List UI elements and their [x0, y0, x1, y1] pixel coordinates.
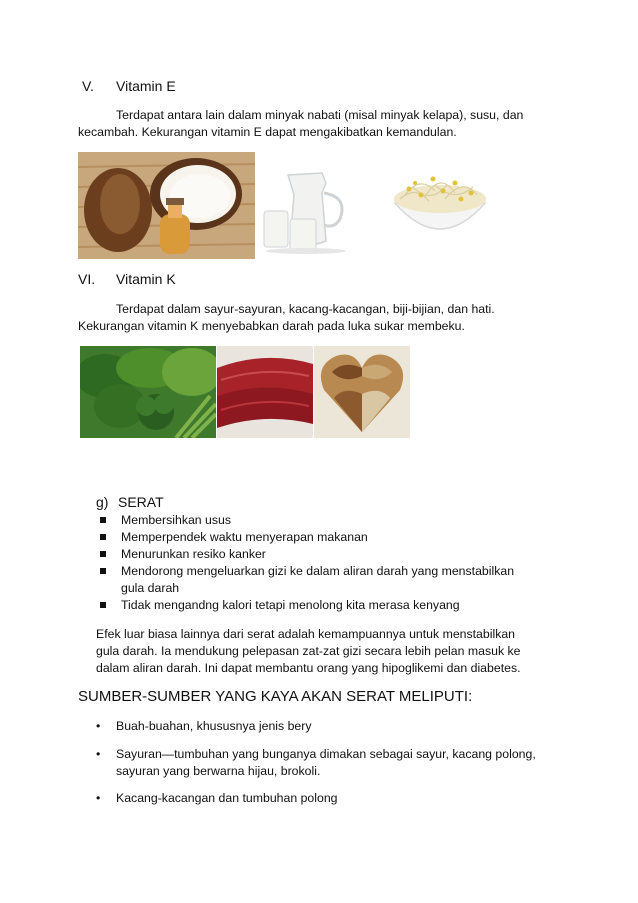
vitamin-k-text-line-1: Terdapat dalam sayur-sayuran, kacang-kacangan, biji-bijian, dan hati.	[116, 302, 495, 316]
serat-list-item: Menurunkan resiko kanker	[100, 546, 570, 563]
serat-list-item: Mendorong mengeluarkan gizi ke dalam aliran darah yang menstabilkan gula darah	[100, 563, 570, 597]
serat-list	[100, 512, 570, 614]
serat-heading: SERAT	[118, 494, 164, 510]
serat-list-item: Membersihkan usus	[100, 512, 570, 529]
serat-list-item: Memperpendek waktu menyerapan makanan	[100, 529, 570, 546]
square-bullet-icon	[100, 602, 106, 608]
serat-paragraph-line-3: dalam aliran darah. Ini dapat membantu orang yang hipoglikemi dan diabetes.	[96, 661, 521, 675]
square-bullet-icon	[100, 568, 106, 574]
liver-meat-photo	[217, 346, 313, 438]
section-numeral-vi: VI.	[78, 271, 96, 287]
green-vegetables-photo	[80, 346, 216, 438]
serat-list-item: Tidak mengandng kalori tetapi menolong kita merasa kenyang	[100, 597, 570, 614]
vitamin-k-text-line-2: Kekurangan vitamin K menyebabkan darah pada luka sukar membeku.	[78, 319, 465, 333]
square-bullet-icon	[100, 551, 106, 557]
square-bullet-icon	[100, 534, 106, 540]
bullet-dot-icon: •	[96, 791, 101, 805]
coconut-oil-photo	[78, 152, 255, 259]
bullet-dot-icon: •	[96, 747, 101, 761]
serat-marker: g)	[96, 494, 109, 510]
bean-sprouts-photo	[385, 165, 495, 247]
section-numeral-v: V.	[82, 78, 94, 94]
section-title-vitamin-e: Vitamin E	[116, 78, 176, 94]
nuts-grains-photo	[314, 346, 410, 438]
square-bullet-icon	[100, 517, 106, 523]
serat-paragraph-line-1: Efek luar biasa lainnya dari serat adalah kemampuannya untuk menstabilkan	[96, 627, 516, 641]
vitamin-e-text-line-2: kecambah. Kekurangan vitamin E dapat mengakibatkan kemandulan.	[78, 125, 457, 139]
sumber-heading: SUMBER-SUMBER YANG KAYA AKAN SERAT MELIPUTI:	[78, 688, 473, 705]
milk-photo	[260, 163, 352, 255]
serat-paragraph-line-2: gula darah. Ia mendukung pelepasan zat-zat gizi secara lebih pelan masuk ke	[96, 644, 521, 658]
vitamin-e-text-line-1: Terdapat antara lain dalam minyak nabati (misal minyak kelapa), susu, dan	[116, 108, 524, 122]
section-title-vitamin-k: Vitamin K	[116, 271, 176, 287]
bullet-dot-icon: •	[96, 719, 101, 733]
